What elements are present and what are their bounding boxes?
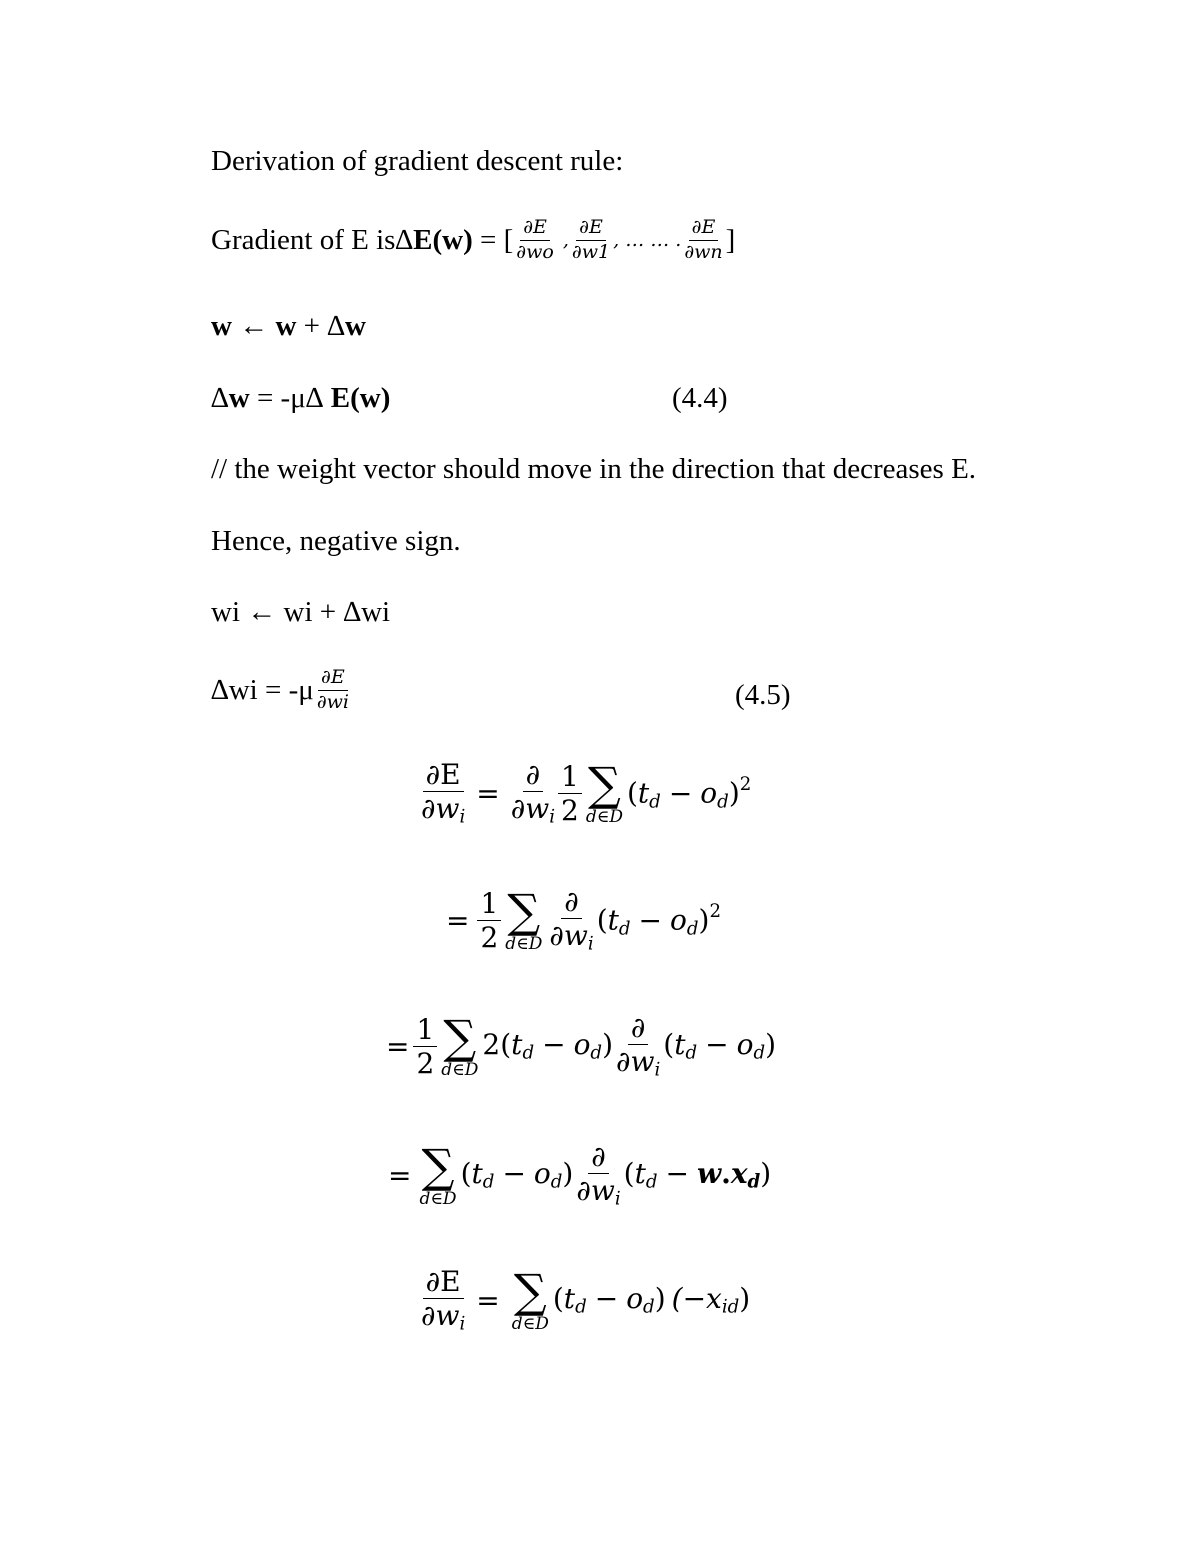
gradient-prefix: Gradient of E is bbox=[211, 223, 396, 256]
equation-4-5 bbox=[211, 668, 352, 713]
E-of-w: E(w) bbox=[413, 223, 473, 256]
comment-line: // the weight vector should move in the direction that decreases E. bbox=[211, 453, 977, 485]
w-delta: w bbox=[345, 310, 366, 342]
two-t-minus-o: $2(t_d - o_d)$ bbox=[482, 1027, 614, 1064]
E-of-w: E(w) bbox=[330, 382, 391, 414]
equation-number-4-5: (4.5) bbox=[735, 679, 791, 711]
derivation-line-5: $\frac{\partial E}{\partial w_i}$ = ∑ d∈D $(t_d - o_d)$ $(-x_{id})$ bbox=[418, 1267, 750, 1334]
ellipsis: , … … . bbox=[613, 228, 682, 251]
summation: ∑ d∈D bbox=[441, 1010, 479, 1081]
hence-line: Hence, negative sign. bbox=[211, 525, 461, 557]
frac-dE-dwn: $\frac{\partial E}{\partial wn}$ bbox=[684, 216, 723, 263]
w-bold: w bbox=[228, 382, 250, 414]
derivation-line-4: = ∑ d∈D $(t_d - o_d)$ $\frac{\partial}{\partial w_i}$ $(t_d - w.x_d)$ bbox=[388, 1139, 772, 1210]
equation-number-4-4: (4.4) bbox=[672, 382, 728, 414]
frac-dE-dw1: $\frac{\partial E}{\partial w1}$ bbox=[571, 216, 611, 263]
t-minus-o: $(t_d - o_d)$ bbox=[460, 1156, 574, 1193]
equals-bracket: = [ bbox=[472, 223, 514, 256]
derivation-line-3: = $\frac{1}{2}$ ∑ d∈D $2(t_d - o_d)$ $\frac{\partial}{\partial w_i}$ $(t_d - o_d)$ bbox=[386, 1010, 777, 1081]
frac-one-half: $\frac{1}{2}$ bbox=[558, 762, 582, 826]
negative-x-id: $(-x_{id})$ bbox=[671, 1281, 751, 1318]
summation: ∑ d∈D bbox=[505, 884, 543, 955]
summation: ∑ d∈D bbox=[585, 757, 623, 828]
eq45-lhs: ∆wi = -μ bbox=[211, 673, 314, 706]
eq44-middle: = -μ∆ bbox=[249, 382, 331, 414]
gradient-definition bbox=[211, 218, 735, 263]
wi-update-rule: wi ← wi + ∆wi bbox=[211, 596, 391, 628]
frac-d-dwi: $\frac{\partial}{\partial w_i}$ bbox=[616, 1011, 661, 1081]
frac-one-half: $\frac{1}{2}$ bbox=[477, 889, 501, 953]
delta-symbol: ∆ bbox=[211, 382, 229, 414]
w-lhs: w bbox=[211, 310, 232, 342]
frac-d-dwi: $\frac{\partial}{\partial w_i}$ bbox=[576, 1140, 621, 1210]
comma-1: , bbox=[556, 228, 569, 251]
frac-dE-dwi: $\frac{\partial E}{\partial w_i}$ bbox=[421, 1265, 466, 1335]
plus-delta: + ∆ bbox=[296, 310, 346, 342]
summation: ∑ d∈D bbox=[419, 1139, 457, 1210]
t-minus-o-squared: $(t_d - o_d)^2$ bbox=[596, 900, 722, 940]
weight-update-rule bbox=[211, 312, 366, 341]
frac-dE-dwo: $\frac{\partial E}{\partial wo}$ bbox=[516, 216, 554, 263]
close-bracket: ] bbox=[725, 223, 736, 256]
t-minus-o-squared: $(t_d - o_d)^2$ bbox=[626, 773, 752, 813]
derivation-line-2: = $\frac{1}{2}$ ∑ d∈D $\frac{\partial}{\partial w_i}$ $(t_d - o_d)^2$ bbox=[446, 884, 722, 955]
summation: ∑ d∈D bbox=[511, 1264, 549, 1335]
frac-dE-dwi: $\frac{\partial E}{\partial wi}$ bbox=[316, 666, 349, 713]
t-minus-o: $(t_d - o_d)$ bbox=[552, 1281, 666, 1318]
t-minus-w-dot-x: $(t_d - w.x_d)$ bbox=[623, 1156, 772, 1193]
derivation-line-1: $\frac{\partial E}{\partial w_i}$ = $\frac{\partial}{\partial w_i}$ $\frac{1}{2}$ ∑ d∈D $(t_d - o_d)^2$ bbox=[418, 760, 751, 827]
w-rhs: w bbox=[275, 310, 297, 342]
frac-d-dwi: $\frac{\partial}{\partial w_i}$ bbox=[549, 885, 594, 955]
frac-d-dwi: $\frac{\partial}{\partial w_i}$ bbox=[510, 758, 556, 828]
title-text: Derivation of gradient descent rule: bbox=[211, 145, 624, 177]
t-minus-o: $(t_d - o_d)$ bbox=[663, 1027, 777, 1064]
left-arrow: ← bbox=[231, 310, 276, 342]
frac-one-half: $\frac{1}{2}$ bbox=[413, 1015, 437, 1079]
equation-4-4 bbox=[211, 384, 390, 413]
frac-dE-dwi: $\frac{\partial E}{\partial w_i}$ bbox=[421, 758, 466, 828]
delta-symbol: ∆ bbox=[395, 223, 414, 256]
